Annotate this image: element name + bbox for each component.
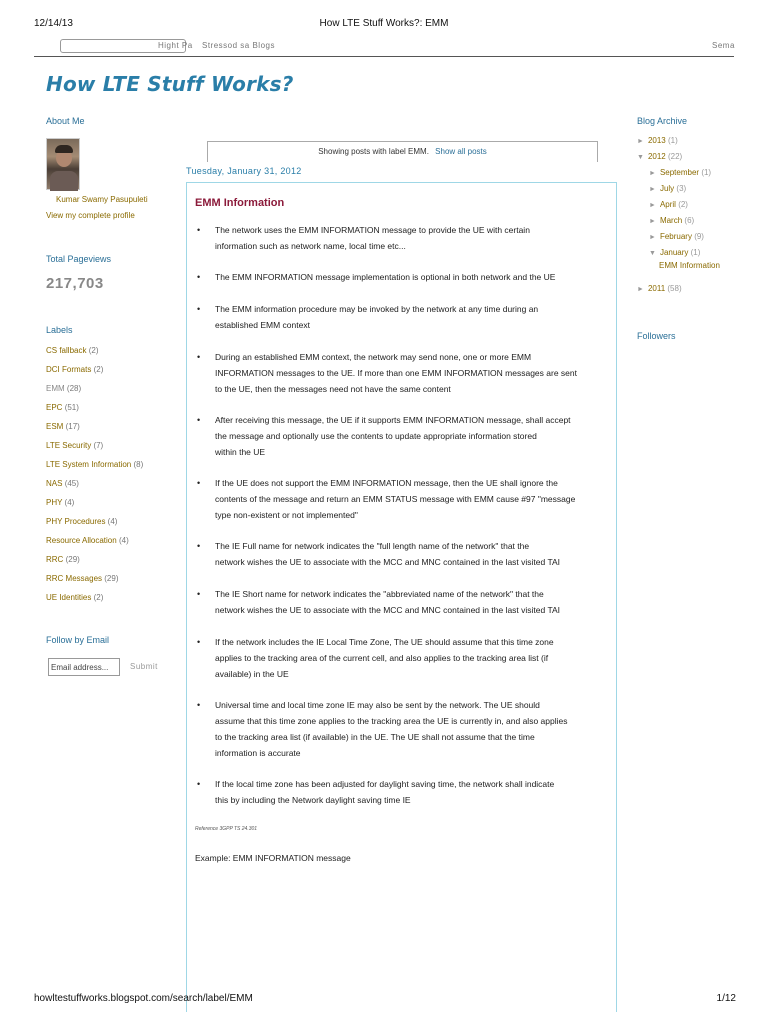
pageviews-title: Total Pageviews	[46, 254, 112, 264]
archive-item-name[interactable]: 2013	[647, 136, 666, 145]
label-item[interactable]	[46, 574, 176, 593]
post-bullet-line: within the UE	[215, 447, 266, 457]
archive-item[interactable]	[649, 200, 688, 209]
post-bullet-line: INFORMATION messages to the UE. If more than one EMM INFORMATION messages are sent	[215, 368, 577, 378]
post-bullet-line: assume that this time zone applies to the tracking area the UE is currently in, and also applies	[215, 716, 568, 726]
archive-item-count: (1)	[667, 136, 678, 145]
label-count: (7)	[93, 441, 104, 450]
archive-item-name[interactable]: February	[659, 232, 692, 241]
post-bullet-line: network wishes the UE to associate with the MCC and MNC contained in the last visited TAI	[215, 605, 561, 615]
post-bullet	[187, 349, 587, 397]
email-input[interactable]: Email address...	[48, 658, 120, 676]
archive-item-count: (6)	[684, 216, 695, 225]
label-count: (2)	[93, 365, 104, 374]
expand-arrow-icon[interactable]: ►	[649, 218, 656, 225]
post-bullet-line: type non-existent or not implemented"	[215, 510, 358, 520]
pageviews-count: 217,703	[46, 275, 104, 292]
post-bullet	[187, 222, 587, 254]
post-bullet-line: contents of the message and return an EMM STATUS message with EMM cause #97 "message	[215, 494, 576, 504]
expand-arrow-icon[interactable]: ►	[649, 202, 656, 209]
label-name[interactable]: EPC	[46, 403, 63, 412]
post-bullet-line: the message and optionally use the contents to update appropriate information stored	[215, 431, 537, 441]
post-bullet-line: • The EMM information procedure may be invoked by the network at any time during an	[215, 304, 539, 314]
followers-title: Followers	[637, 331, 676, 341]
print-title: How LTE Stuff Works?: EMM	[319, 18, 449, 29]
archive-item[interactable]	[649, 216, 694, 225]
post-bullet-line: • If the network includes the IE Local Time Zone, The UE should assume that this time zone	[215, 637, 554, 647]
labels-list	[46, 346, 176, 612]
post-bullet	[187, 301, 587, 333]
blog-archive-title: Blog Archive	[637, 116, 688, 126]
archive-item-name[interactable]: July	[659, 184, 675, 193]
label-name[interactable]: NAS	[46, 479, 63, 488]
label-count: (28)	[66, 384, 82, 393]
archive-item[interactable]	[637, 136, 678, 145]
blog-title[interactable]: How LTE Stuff Works?	[46, 72, 294, 96]
navbar-link-next[interactable]: Hight Pa	[158, 41, 193, 50]
post-bullet	[187, 412, 587, 460]
show-all-posts-link[interactable]: Show all posts	[435, 147, 487, 156]
expand-arrow-icon[interactable]: ►	[637, 286, 644, 293]
label-count: (29)	[65, 555, 80, 564]
print-page-number: 1/12	[716, 993, 736, 1004]
label-count: (2)	[93, 593, 104, 602]
label-name[interactable]: RRC	[46, 555, 64, 564]
label-name[interactable]: Resource Allocation	[46, 536, 117, 545]
label-status-bar	[207, 141, 598, 162]
expand-arrow-icon[interactable]: ►	[649, 186, 656, 193]
archive-item[interactable]	[659, 261, 720, 270]
post-date: Tuesday, January 31, 2012	[186, 166, 302, 176]
archive-item[interactable]	[649, 248, 700, 257]
label-count: (4)	[64, 498, 75, 507]
label-count: (4)	[107, 517, 118, 526]
post-bullet-line: this by including the Network daylight saving time IE	[215, 795, 411, 805]
about-me-title: About Me	[46, 116, 85, 126]
archive-item-count: (2)	[678, 200, 688, 209]
archive-item-count: (3)	[676, 184, 687, 193]
label-name[interactable]: DCI Formats	[46, 365, 92, 374]
collapse-arrow-icon[interactable]: ▼	[637, 154, 644, 161]
post-bullet-line: • During an established EMM context, the network may send none, one or more EMM	[215, 352, 532, 362]
post-bullet-line: • The EMM INFORMATION message implementation is optional in both network and the UE	[215, 272, 556, 282]
post-bullet	[187, 538, 587, 570]
post-example: Example: EMM INFORMATION message	[195, 853, 351, 863]
label-item[interactable]	[46, 498, 176, 517]
post-bullet-line: to the tracking area list (if available) in the UE. The UE shall not assume that the time	[215, 732, 535, 742]
print-date: 12/14/13	[34, 18, 73, 29]
post-bullet-line: information such as network name, local time etc...	[215, 241, 406, 251]
label-name[interactable]: PHY Procedures	[46, 517, 106, 526]
post-bullet-line: • Universal time and local time zone IE may also be sent by the network. The UE should	[215, 700, 540, 710]
label-name[interactable]: LTE System Information	[46, 460, 132, 469]
label-name[interactable]: PHY	[46, 498, 63, 507]
post-bullet	[187, 269, 587, 285]
post-bullet	[187, 776, 587, 808]
label-count: (51)	[64, 403, 79, 412]
label-item[interactable]	[46, 479, 176, 498]
navbar-link-signin[interactable]: Sema	[712, 41, 735, 50]
post-bullet	[187, 634, 587, 682]
expand-arrow-icon[interactable]: ►	[637, 138, 644, 145]
label-count: (8)	[133, 460, 144, 469]
label-item[interactable]	[46, 441, 176, 460]
post-title[interactable]: EMM Information	[195, 197, 285, 209]
post-bullet-line: to the UE, then the messages need not have the same content	[215, 384, 451, 394]
label-name[interactable]: RRC Messages	[46, 574, 103, 583]
status-text: Showing posts with label EMM.	[318, 147, 429, 156]
archive-item-count: (22)	[667, 152, 683, 161]
navbar-link-blogs[interactable]: Stressod sa Blogs	[202, 41, 275, 50]
archive-item[interactable]	[649, 232, 704, 241]
profile-link[interactable]: View my complete profile	[46, 211, 135, 220]
post-bullet-line: established EMM context	[215, 320, 310, 330]
label-name[interactable]: ESM	[46, 422, 64, 431]
post-reference: Reference 3GPP TS 24.301	[195, 826, 258, 832]
post-bullet-line: • The IE Full name for network indicates the "full length name of the network" that the	[215, 541, 530, 551]
label-item[interactable]	[46, 365, 176, 384]
archive-item-count: (1)	[701, 168, 712, 177]
follow-by-email-title: Follow by Email	[46, 635, 110, 645]
post-bullet	[187, 586, 587, 618]
label-count: (29)	[104, 574, 119, 583]
label-item[interactable]	[46, 517, 176, 536]
expand-arrow-icon[interactable]: ►	[649, 170, 656, 177]
label-item[interactable]	[46, 460, 176, 479]
label-item[interactable]	[46, 384, 176, 403]
archive-item[interactable]	[649, 168, 711, 177]
print-header	[0, 18, 768, 32]
label-count: (2)	[88, 346, 99, 355]
label-name[interactable]: LTE Security	[46, 441, 92, 450]
navbar	[34, 37, 734, 57]
archive-item-count: (1)	[690, 248, 701, 257]
post-bullet-line: network wishes the UE to associate with the MCC and MNC contained in the last visited TAI	[215, 557, 561, 567]
label-name[interactable]: EMM	[46, 384, 65, 393]
label-item[interactable]	[46, 422, 176, 441]
archive-item-name[interactable]: April	[659, 200, 676, 209]
archive-item[interactable]	[649, 184, 686, 193]
archive-item[interactable]	[637, 284, 682, 293]
collapse-arrow-icon[interactable]: ▼	[649, 250, 656, 257]
label-item[interactable]	[46, 403, 176, 422]
label-item[interactable]	[46, 593, 176, 612]
archive-item-name[interactable]: EMM Information	[659, 261, 720, 270]
post-bullet-line: • After receiving this message, the UE if it supports EMM INFORMATION message, shall accept	[215, 415, 571, 425]
archive-item-name[interactable]: March	[659, 216, 683, 225]
label-item[interactable]	[46, 555, 176, 574]
print-url: howltestuffworks.blogspot.com/search/label/EMM	[34, 993, 253, 1004]
archive-item-name[interactable]: 2011	[647, 284, 666, 293]
label-count: (17)	[65, 422, 80, 431]
label-count: (4)	[118, 536, 129, 545]
post-bullet-line: • The IE Short name for network indicates the "abbreviated name of the network" that the	[215, 589, 544, 599]
archive-item-name[interactable]: September	[659, 168, 700, 177]
post-bullet-line: applies to the tracking area of the current cell, and also applies to the tracking area list (if	[215, 653, 549, 663]
profile-name[interactable]: Kumar Swamy Pasupuleti	[56, 195, 148, 204]
archive-item[interactable]	[637, 152, 682, 161]
archive-item-name[interactable]: 2012	[647, 152, 666, 161]
post-bullet-line: • The network uses the EMM INFORMATION message to provide the UE with certain	[215, 225, 530, 235]
label-item[interactable]	[46, 536, 176, 555]
post-bullet-line: available) in the UE	[215, 669, 289, 679]
archive-item-count: (58)	[667, 284, 682, 293]
archive-item-count: (9)	[694, 232, 704, 241]
post-bullet	[187, 697, 587, 761]
print-footer	[0, 993, 768, 1007]
labels-title: Labels	[46, 325, 73, 335]
label-name[interactable]: UE Identities	[46, 593, 92, 602]
expand-arrow-icon[interactable]: ►	[649, 234, 656, 241]
post	[186, 182, 617, 1012]
post-bullet-line: • If the UE does not support the EMM INFORMATION message, then the UE shall ignore the	[215, 478, 558, 488]
label-name[interactable]: CS fallback	[46, 346, 87, 355]
post-bullet-line: • If the local time zone has been adjusted for daylight saving time, the network shall indicate	[215, 779, 555, 789]
archive-item-name[interactable]: January	[659, 248, 689, 257]
avatar[interactable]	[46, 138, 80, 190]
post-bullet-line: information is accurate	[215, 748, 301, 758]
label-count: (45)	[64, 479, 79, 488]
label-item[interactable]	[46, 346, 176, 365]
submit-button[interactable]: Submit	[130, 662, 158, 671]
post-bullet	[187, 475, 587, 523]
